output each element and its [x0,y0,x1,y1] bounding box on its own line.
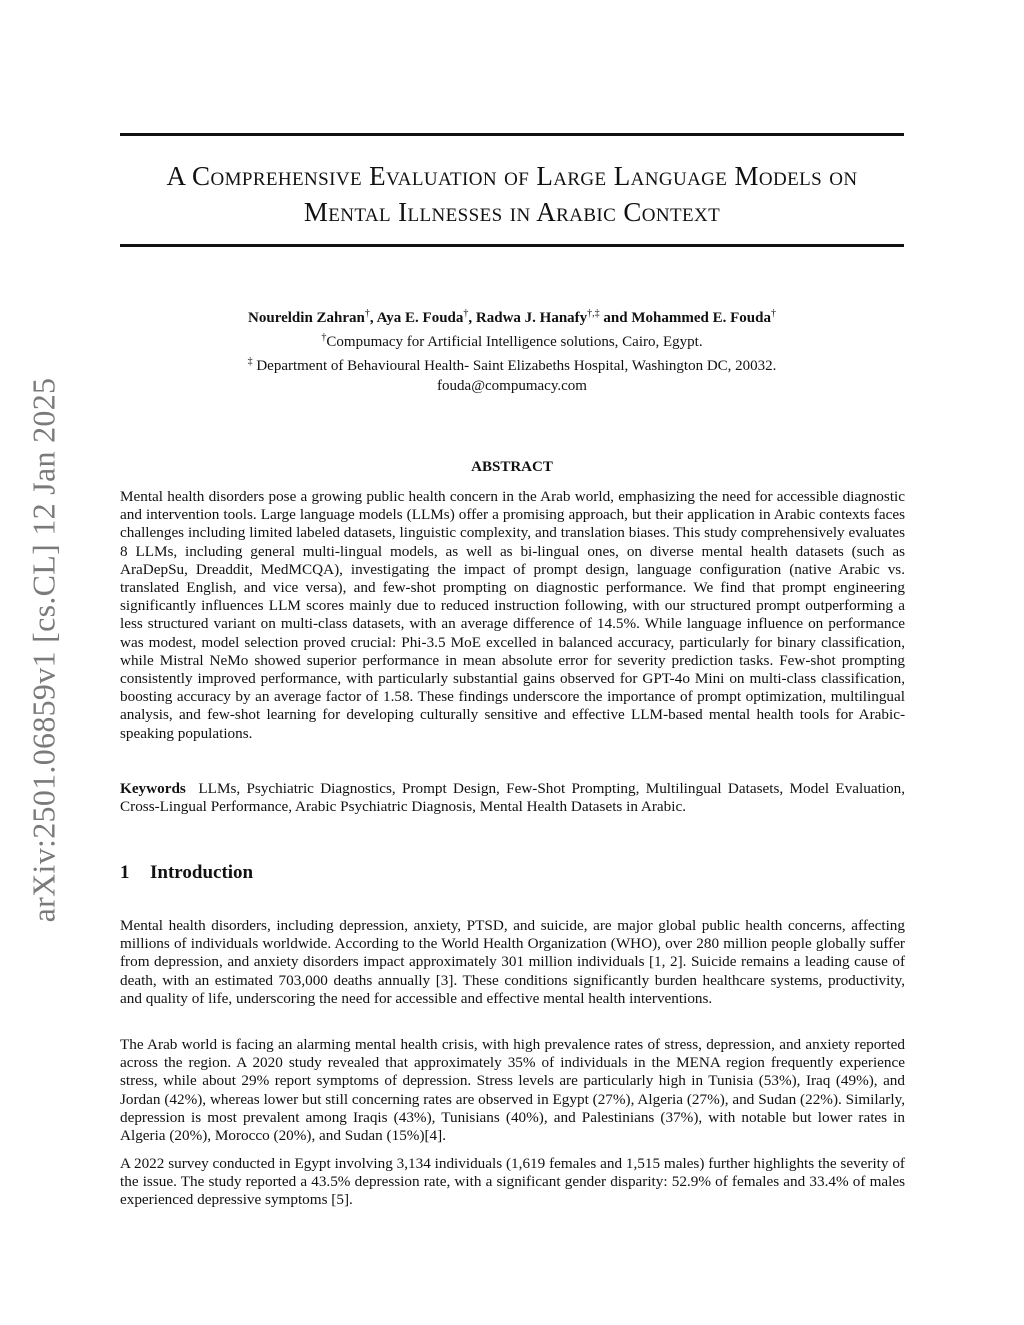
author-name: Noureldin Zahran [248,310,365,326]
title-rule-bottom [120,244,904,247]
author-separator: and [599,310,632,326]
abstract-heading: ABSTRACT [471,459,553,475]
author-name: Mohammed E. Fouda [631,310,771,326]
section-title: Introduction [150,862,254,883]
contact-email[interactable]: fouda@compumacy.com [437,378,587,394]
keywords-text: LLMs, Psychiatric Diagnostics, Prompt Design, Few-Shot Prompting, Multilingual Datasets, Model Evaluation, Cross-Lingual Performance, Arabic Psychiatric Diagnosis, Mental Health Datasets in Arabic. [120,780,905,816]
intro-paragraph: Mental health disorders, including depression, anxiety, PTSD, and suicide, are major global public health concerns, affecting millions of individuals worldwide. According to the World Health Organization (WHO), over 280 million people globally suffer from depression, and anxiety disorders impact approximately 301 million individuals [1, 2]. Suicide remains a leading cause of death, with an estimated 703,000 deaths annually [3]. These conditions significantly burden healthcare systems, productivity, and quality of life, underscoring the need for accessible and effective mental health interventions. [120,917,905,1007]
affiliation-1 [120,328,904,352]
affiliation-text: Compumacy for Artificial Intelligence solutions, Cairo, Egypt. [326,334,703,350]
intro-paragraph: A 2022 survey conducted in Egypt involving 3,134 individuals (1,619 females and 1,515 males) further highlights the severity of the issue. The study reported a 43.5% depression rate, with a significant gender disparity: 52.9% of females and 33.4% of males experienced depressive symptoms [5]. [120,1155,905,1209]
author-name: Aya E. Fouda [376,310,464,326]
intro-paragraph: The Arab world is facing an alarming mental health crisis, with high prevalence rates of stress, depression, and anxiety reported across the region. A 2020 study revealed that approximately 35% of individuals in the MENA region frequently experience stress, while about 29% report symptoms of depression. Stress levels are particularly high in Tunisia (53%), Iraq (49%), and Jordan (42%), whereas lower but still concerning rates are observed in Egypt (27%), Algeria (27%), and Sudan (22%). Similarly, depression is most prevalent among Iraqis (43%), Tunisians (40%), and Palestinians (37%), with notable but lower rates in Algeria (20%), Morocco (20%), and Sudan (15%)[4]. [120,1036,905,1145]
author-separator: , [369,310,377,326]
section-number: 1 [120,862,130,883]
author-affiliation-mark: † [364,308,370,319]
keywords [120,780,905,816]
author-block [120,304,904,396]
author-list [120,304,904,328]
author-affiliation-mark: † [770,308,776,319]
affiliation-mark: † [321,332,327,343]
title-line-1: A Comprehensive Evaluation of Large Language Models on [166,161,858,191]
affiliation-text: Department of Behavioural Health- Saint Elizabeths Hospital, Washington DC, 20032. [252,358,777,374]
title-rule-top [120,133,904,136]
keywords-label: Keywords [120,780,186,797]
author-separator: , [468,310,476,326]
title-line-2: Mental Illnesses in Arabic Context [303,197,721,227]
author-affiliation-mark: † [463,308,469,319]
affiliation-2 [120,352,904,376]
paper-title [120,158,904,230]
affiliation-mark: ‡ [247,356,253,367]
section-heading-introduction [120,862,253,884]
author-affiliation-mark: †,‡ [587,308,600,319]
abstract-text: Mental health disorders pose a growing public health concern in the Arab world, emphasizing the need for accessible diagnostic and intervention tools. Large language models (LLMs) offer a promising approach, but their application in Arabic contexts faces challenges including limited labeled datasets, linguistic complexity, and translation biases. This study comprehensively evaluates 8 LLMs, including general multi-lingual models, as well as bi-lingual ones, on diverse mental health datasets (such as AraDepSu, Dreaddit, MedMCQA), investigating the impact of prompt design, language configuration (native Arabic vs. translated English, and vice versa), and few-shot prompting on diagnostic performance. We find that prompt engineering significantly influences LLM scores mainly due to reduced instruction following, with our structured prompt outperforming a less structured variant on multi-class datasets, with an average difference of 14.5%. While language influence on performance was modest, model selection proved crucial: Phi-3.5 MoE excelled in balanced accuracy, particularly for binary classification, while Mistral NeMo showed superior performance in mean absolute error for severity prediction tasks. Few-shot prompting consistently improved performance, with particularly substantial gains observed for GPT-4o Mini on multi-class classification, boosting accuracy by an average factor of 1.58. These findings underscore the importance of prompt optimization, multilingual analysis, and few-shot learning for developing culturally sensitive and effective LLM-based mental health tools for Arabic-speaking populations. [120,488,905,742]
author-name: Radwa J. Hanafy [475,310,588,326]
arxiv-identifier: arXiv:2501.06859v1 [cs.CL] 12 Jan 2025 [25,377,62,923]
